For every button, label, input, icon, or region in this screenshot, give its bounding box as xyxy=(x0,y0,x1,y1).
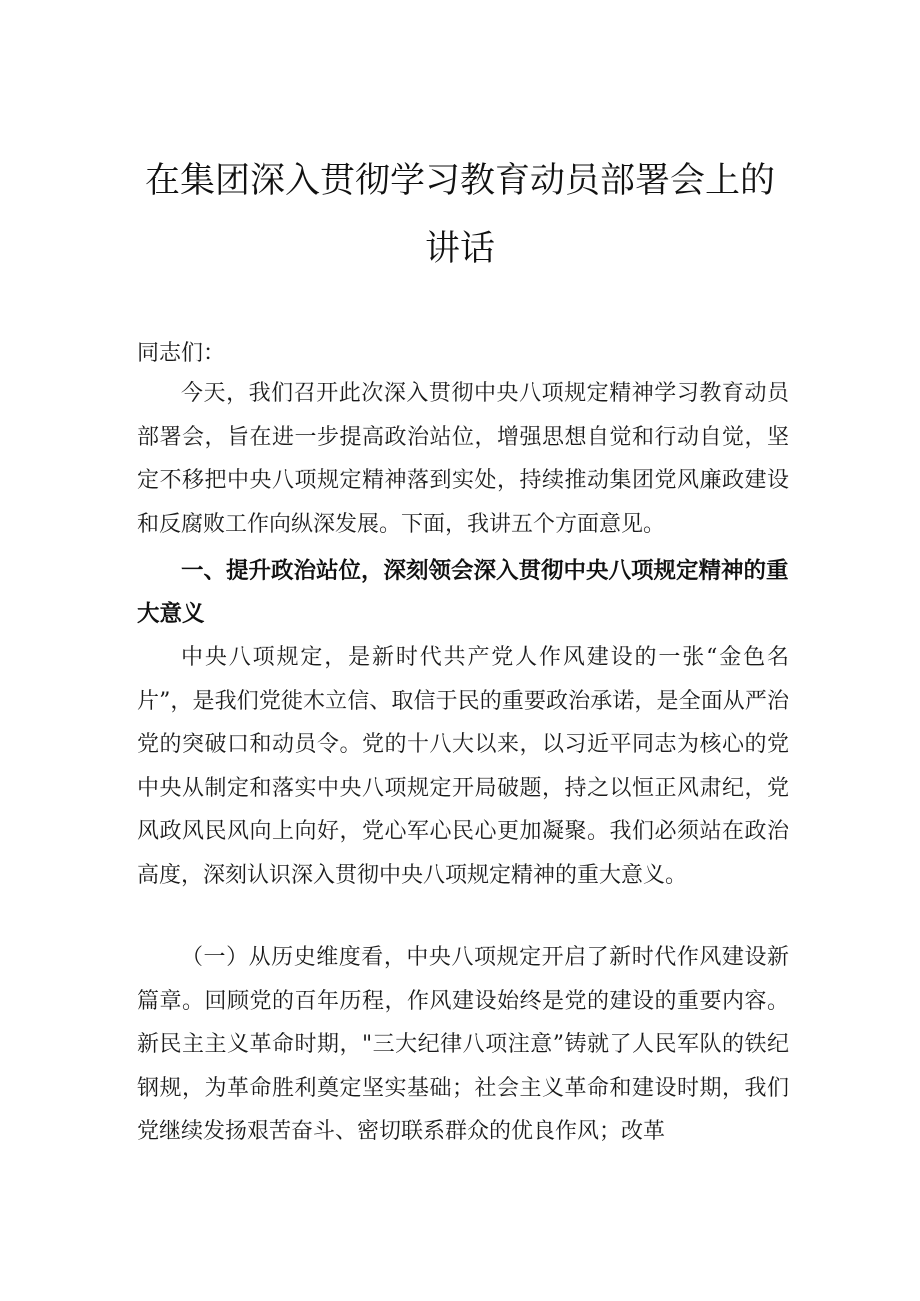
salutation: 同志们： xyxy=(137,341,226,366)
paragraph-section-1-sub-1: （一）从历史维度看，中央八项规定开启了新时代作风建设新篇章。回顾党的百年历程，作风建设始终是党的建设的重要内容。新民主主义革命时期，"三大纪律八项注意”铸就了人民军队的铁纪钢规，为革命胜利奠定坚实基础；社会主义革命和建设时期，我们党继续发扬艰苦奋斗、密切联系群众的优良作风；改革 xyxy=(137,945,789,1144)
paragraph-section-1: 中央八项规定，是新时代共产党人作风建设的一张“金色名片”，是我们党徙木立信、取信于民的重要政治承诺，是全面从严治党的突破口和动员令。党的十八大以来，以习近平同志为核心的党中央从制定和落实中央八项规定开局破题，持之以恒正风肃纪，党风政风民风向上向好，党心军心民心更加凝聚。我们必须站在政治高度，深刻认识深入贯彻中央八项规定精神的重大意义。 xyxy=(137,645,789,888)
section-heading: 一、提升政治站位，深刻领会深入贯彻中央八项规定精神的重大意义 xyxy=(137,558,789,627)
document-title-line-2: 讲话 xyxy=(424,229,495,269)
document-title-line-1: 在集团深入贯彻学习教育动员部署会上的 xyxy=(144,161,775,201)
paragraph-intro: 今天，我们召开此次深入贯彻中央八项规定精神学习教育动员部署会，旨在进一步提高政治站位，增强思想自觉和行动自觉，坚定不移把中央八项规定精神落到实处，持续推动集团党风廉政建设和反腐败工作向纵深发展。下面，我讲五个方面意见。 xyxy=(137,381,789,537)
